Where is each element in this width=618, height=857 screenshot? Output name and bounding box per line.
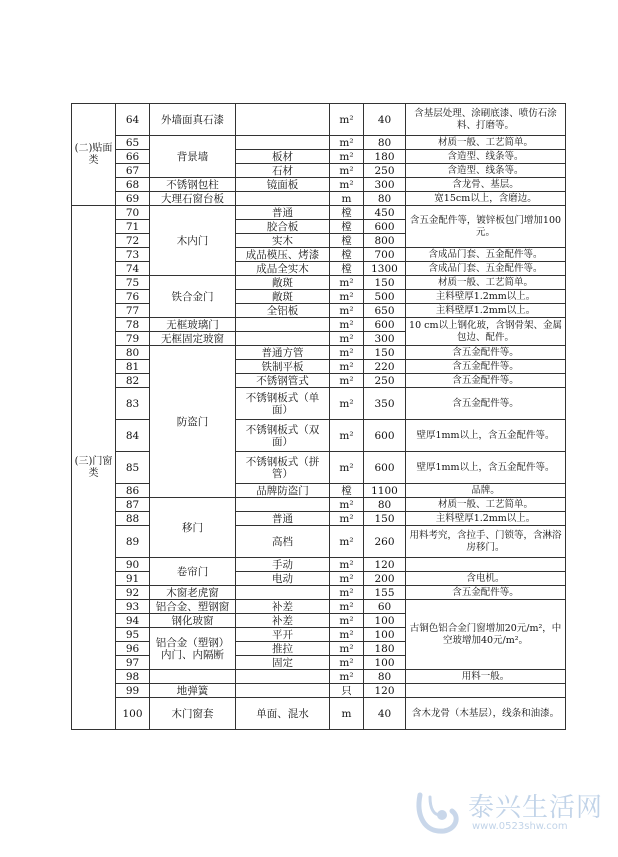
item-note: 用料考究，含拉手、门锁等，含淋浴房移门。 xyxy=(406,526,566,558)
item-unit: m² xyxy=(330,628,364,642)
item-note: 含造型、线条等。 xyxy=(406,164,566,178)
item-unit: m² xyxy=(330,498,364,512)
item-price: 180 xyxy=(364,642,406,656)
item-note: 含木龙骨（木基层），线条和油漆。 xyxy=(406,698,566,730)
item-price: 600 xyxy=(364,220,406,234)
item-spec: 不锈钢板式（拼管） xyxy=(236,452,330,484)
item-unit: m² xyxy=(330,276,364,290)
item-unit: m² xyxy=(330,512,364,526)
row-no: 66 xyxy=(116,150,150,164)
item-price: 300 xyxy=(364,178,406,192)
item-note: 含基层处理、涂刷底漆、喷仿石涂料、打磨等。 xyxy=(406,104,566,136)
table-row xyxy=(72,558,566,572)
item-unit: m² xyxy=(330,178,364,192)
item-price: 80 xyxy=(364,670,406,684)
item-unit: m² xyxy=(330,526,364,558)
item-spec xyxy=(236,318,330,332)
row-no: 94 xyxy=(116,614,150,628)
row-no: 73 xyxy=(116,248,150,262)
item-note: 壁厚1mm以上，含五金配件等。 xyxy=(406,452,566,484)
item-spec: 板材 xyxy=(236,150,330,164)
row-no: 100 xyxy=(116,698,150,730)
item-note: 含成品门套、五金配件等。 xyxy=(406,262,566,276)
item-price: 150 xyxy=(364,512,406,526)
row-no: 70 xyxy=(116,206,150,220)
item-name: 卷帘门 xyxy=(150,558,236,586)
item-note: 主料壁厚1.2mm以上。 xyxy=(406,304,566,318)
item-price: 155 xyxy=(364,586,406,600)
item-note: 含龙骨、基层。 xyxy=(406,178,566,192)
item-name: 木窗老虎窗 xyxy=(150,586,236,600)
item-name: 背景墙 xyxy=(150,136,236,178)
item-name: 木门窗套 xyxy=(150,698,236,730)
item-unit: m² xyxy=(330,572,364,586)
item-note: 含五金配件等。 xyxy=(406,374,566,388)
price-table xyxy=(71,103,566,730)
item-spec: 不锈钢板式（双面） xyxy=(236,420,330,452)
item-spec: 平开 xyxy=(236,628,330,642)
item-spec: 高档 xyxy=(236,526,330,558)
row-no: 99 xyxy=(116,684,150,698)
item-spec: 石材 xyxy=(236,164,330,178)
row-no: 71 xyxy=(116,220,150,234)
item-spec xyxy=(236,586,330,600)
row-no: 89 xyxy=(116,526,150,558)
item-spec: 固定 xyxy=(236,656,330,670)
item-price: 650 xyxy=(364,304,406,318)
item-price: 40 xyxy=(364,104,406,136)
item-spec: 普通 xyxy=(236,206,330,220)
item-unit: m² xyxy=(330,360,364,374)
table-row xyxy=(72,670,566,684)
item-price: 250 xyxy=(364,164,406,178)
item-note: 含五金配件等。 xyxy=(406,346,566,360)
item-price: 100 xyxy=(364,628,406,642)
item-spec xyxy=(236,684,330,698)
table-row xyxy=(72,150,566,164)
item-unit: m² xyxy=(330,388,364,420)
item-spec: 成品模压、烤漆 xyxy=(236,248,330,262)
table-row xyxy=(72,276,566,290)
table-row xyxy=(72,600,566,614)
item-note xyxy=(406,684,566,698)
item-note: 古铜色铝合金门窗增加20元/m²，中空玻增加40元/m²。 xyxy=(406,600,566,670)
item-note: 含五金配件等，镀锌板包门增加100元。 xyxy=(406,206,566,248)
item-note: 用料一般。 xyxy=(406,670,566,684)
table-row xyxy=(72,512,566,526)
table-row xyxy=(72,420,566,452)
row-no: 91 xyxy=(116,572,150,586)
table-row xyxy=(72,164,566,178)
item-spec: 全铝板 xyxy=(236,304,330,318)
row-no: 97 xyxy=(116,656,150,670)
item-unit: m² xyxy=(330,304,364,318)
item-name: 防盗门 xyxy=(150,346,236,498)
row-no: 75 xyxy=(116,276,150,290)
item-name xyxy=(150,670,236,684)
table-row xyxy=(72,452,566,484)
item-price: 350 xyxy=(364,388,406,420)
table-row xyxy=(72,318,566,332)
item-note: 含电机。 xyxy=(406,572,566,586)
item-price: 150 xyxy=(364,346,406,360)
item-price: 200 xyxy=(364,572,406,586)
item-unit: m² xyxy=(330,374,364,388)
item-note: 含成品门套、五金配件等。 xyxy=(406,248,566,262)
row-no: 88 xyxy=(116,512,150,526)
row-no: 81 xyxy=(116,360,150,374)
category-doors-windows: (三)门窗类 xyxy=(72,206,116,730)
item-spec: 普通方管 xyxy=(236,346,330,360)
item-spec: 铁制平板 xyxy=(236,360,330,374)
row-no: 78 xyxy=(116,318,150,332)
item-name: 无框固定玻窗 xyxy=(150,332,236,346)
item-price: 80 xyxy=(364,498,406,512)
item-name: 铝合金、塑钢窗 xyxy=(150,600,236,614)
item-spec: 敞斑 xyxy=(236,276,330,290)
item-name: 地弹簧 xyxy=(150,684,236,698)
item-name: 铝合金（塑钢）内门、内隔断 xyxy=(150,628,236,670)
row-no: 84 xyxy=(116,420,150,452)
item-unit: m² xyxy=(330,656,364,670)
item-note: 宽15cm以上，含磨边。 xyxy=(406,192,566,206)
item-price: 120 xyxy=(364,684,406,698)
row-no: 82 xyxy=(116,374,150,388)
item-price: 80 xyxy=(364,192,406,206)
item-note: 壁厚1mm以上，含五金配件等。 xyxy=(406,420,566,452)
table-row xyxy=(72,346,566,360)
row-no: 93 xyxy=(116,600,150,614)
item-note: 含造型、线条等。 xyxy=(406,150,566,164)
item-price: 40 xyxy=(364,698,406,730)
item-price: 220 xyxy=(364,360,406,374)
item-note: 含五金配件等。 xyxy=(406,360,566,374)
item-unit: m xyxy=(330,192,364,206)
row-no: 92 xyxy=(116,586,150,600)
item-unit: m² xyxy=(330,452,364,484)
item-spec: 补差 xyxy=(236,600,330,614)
item-unit: 樘 xyxy=(330,248,364,262)
item-unit: m² xyxy=(330,318,364,332)
item-price: 500 xyxy=(364,290,406,304)
item-spec: 胶合板 xyxy=(236,220,330,234)
table-row xyxy=(72,360,566,374)
table-row xyxy=(72,178,566,192)
item-note: 主料壁厚1.2mm以上。 xyxy=(406,512,566,526)
item-price: 150 xyxy=(364,276,406,290)
item-price: 80 xyxy=(364,136,406,150)
row-no: 64 xyxy=(116,104,150,136)
item-unit: m² xyxy=(330,420,364,452)
row-no: 87 xyxy=(116,498,150,512)
item-unit: m² xyxy=(330,558,364,572)
item-spec: 敞斑 xyxy=(236,290,330,304)
item-unit: 樘 xyxy=(330,234,364,248)
table-row xyxy=(72,586,566,600)
row-no: 96 xyxy=(116,642,150,656)
row-no: 65 xyxy=(116,136,150,150)
item-name: 钢化玻窗 xyxy=(150,614,236,628)
item-name: 移门 xyxy=(150,498,236,558)
table-row xyxy=(72,498,566,512)
row-no: 85 xyxy=(116,452,150,484)
item-note xyxy=(406,558,566,572)
item-unit: 只 xyxy=(330,684,364,698)
item-unit: m² xyxy=(330,642,364,656)
row-no: 77 xyxy=(116,304,150,318)
table-row xyxy=(72,484,566,498)
category-facing: (二)贴面类 xyxy=(72,104,116,206)
item-spec xyxy=(236,136,330,150)
item-price: 180 xyxy=(364,150,406,164)
row-no: 86 xyxy=(116,484,150,498)
row-no: 72 xyxy=(116,234,150,248)
table-row xyxy=(72,388,566,420)
row-no: 79 xyxy=(116,332,150,346)
item-price: 1100 xyxy=(364,484,406,498)
table-row xyxy=(72,304,566,318)
item-note: 10 cm以上钢化玻，含钢骨架、金属包边、配件。 xyxy=(406,318,566,346)
table-row xyxy=(72,290,566,304)
item-spec xyxy=(236,670,330,684)
item-spec: 实木 xyxy=(236,234,330,248)
row-no: 90 xyxy=(116,558,150,572)
table-row xyxy=(72,104,566,136)
item-spec: 电动 xyxy=(236,572,330,586)
item-spec: 不锈钢管式 xyxy=(236,374,330,388)
swirl-logo-icon xyxy=(410,785,464,839)
item-spec xyxy=(236,332,330,346)
item-price: 600 xyxy=(364,452,406,484)
row-no: 98 xyxy=(116,670,150,684)
item-price: 60 xyxy=(364,600,406,614)
item-unit: m² xyxy=(330,600,364,614)
item-unit: 樘 xyxy=(330,484,364,498)
item-spec xyxy=(236,498,330,512)
item-price: 100 xyxy=(364,614,406,628)
item-spec: 普通 xyxy=(236,512,330,526)
item-price: 600 xyxy=(364,318,406,332)
item-spec xyxy=(236,104,330,136)
row-no: 74 xyxy=(116,262,150,276)
item-unit: m² xyxy=(330,670,364,684)
item-price: 800 xyxy=(364,234,406,248)
item-price: 450 xyxy=(364,206,406,220)
item-name: 木内门 xyxy=(150,206,236,276)
item-spec: 成品全实木 xyxy=(236,262,330,276)
item-price: 300 xyxy=(364,332,406,346)
item-spec: 不锈钢板式（单面） xyxy=(236,388,330,420)
item-spec: 推拉 xyxy=(236,642,330,656)
watermark-brand: 泰兴生活网 xyxy=(468,793,604,823)
item-note: 品牌。 xyxy=(406,484,566,498)
table-row xyxy=(72,684,566,698)
table-row xyxy=(72,206,566,220)
item-unit: 樘 xyxy=(330,206,364,220)
item-unit: m² xyxy=(330,346,364,360)
row-no: 76 xyxy=(116,290,150,304)
item-price: 250 xyxy=(364,374,406,388)
table-row xyxy=(72,248,566,262)
row-no: 69 xyxy=(116,192,150,206)
item-price: 100 xyxy=(364,656,406,670)
item-note: 材质一般、工艺简单。 xyxy=(406,276,566,290)
table-row xyxy=(72,572,566,586)
item-unit: m² xyxy=(330,586,364,600)
item-spec: 镜面板 xyxy=(236,178,330,192)
item-spec: 手动 xyxy=(236,558,330,572)
item-unit: 樘 xyxy=(330,220,364,234)
row-no: 67 xyxy=(116,164,150,178)
table-row xyxy=(72,192,566,206)
row-no: 83 xyxy=(116,388,150,420)
item-note: 材质一般、工艺简单。 xyxy=(406,498,566,512)
item-note: 含五金配件等。 xyxy=(406,586,566,600)
site-watermark xyxy=(410,783,610,845)
item-spec xyxy=(236,192,330,206)
watermark-url: www.0523shw.com xyxy=(472,821,568,832)
item-unit: m² xyxy=(330,150,364,164)
row-no: 95 xyxy=(116,628,150,642)
item-price: 120 xyxy=(364,558,406,572)
item-unit: m² xyxy=(330,332,364,346)
item-unit: m² xyxy=(330,614,364,628)
item-unit: m xyxy=(330,698,364,730)
table-row xyxy=(72,374,566,388)
item-note: 材质一般、工艺简单。 xyxy=(406,136,566,150)
item-unit: m² xyxy=(330,290,364,304)
table-row xyxy=(72,698,566,730)
table-row xyxy=(72,526,566,558)
item-name: 铁合金门 xyxy=(150,276,236,318)
item-price: 700 xyxy=(364,248,406,262)
item-unit: m² xyxy=(330,136,364,150)
item-name: 不锈钢包柱 xyxy=(150,178,236,192)
row-no: 68 xyxy=(116,178,150,192)
item-spec: 品牌防盗门 xyxy=(236,484,330,498)
item-note: 含五金配件等。 xyxy=(406,388,566,420)
table-row xyxy=(72,262,566,276)
row-no: 80 xyxy=(116,346,150,360)
item-note: 主料壁厚1.2mm以上。 xyxy=(406,290,566,304)
item-unit: m² xyxy=(330,164,364,178)
item-unit: 樘 xyxy=(330,262,364,276)
item-price: 600 xyxy=(364,420,406,452)
item-spec: 单面、混水 xyxy=(236,698,330,730)
item-spec: 补差 xyxy=(236,614,330,628)
item-price: 1300 xyxy=(364,262,406,276)
item-price: 260 xyxy=(364,526,406,558)
item-name: 大理石窗台板 xyxy=(150,192,236,206)
table-row xyxy=(72,136,566,150)
item-name: 外墙面真石漆 xyxy=(150,104,236,136)
item-name: 无框玻璃门 xyxy=(150,318,236,332)
item-unit: m² xyxy=(330,104,364,136)
